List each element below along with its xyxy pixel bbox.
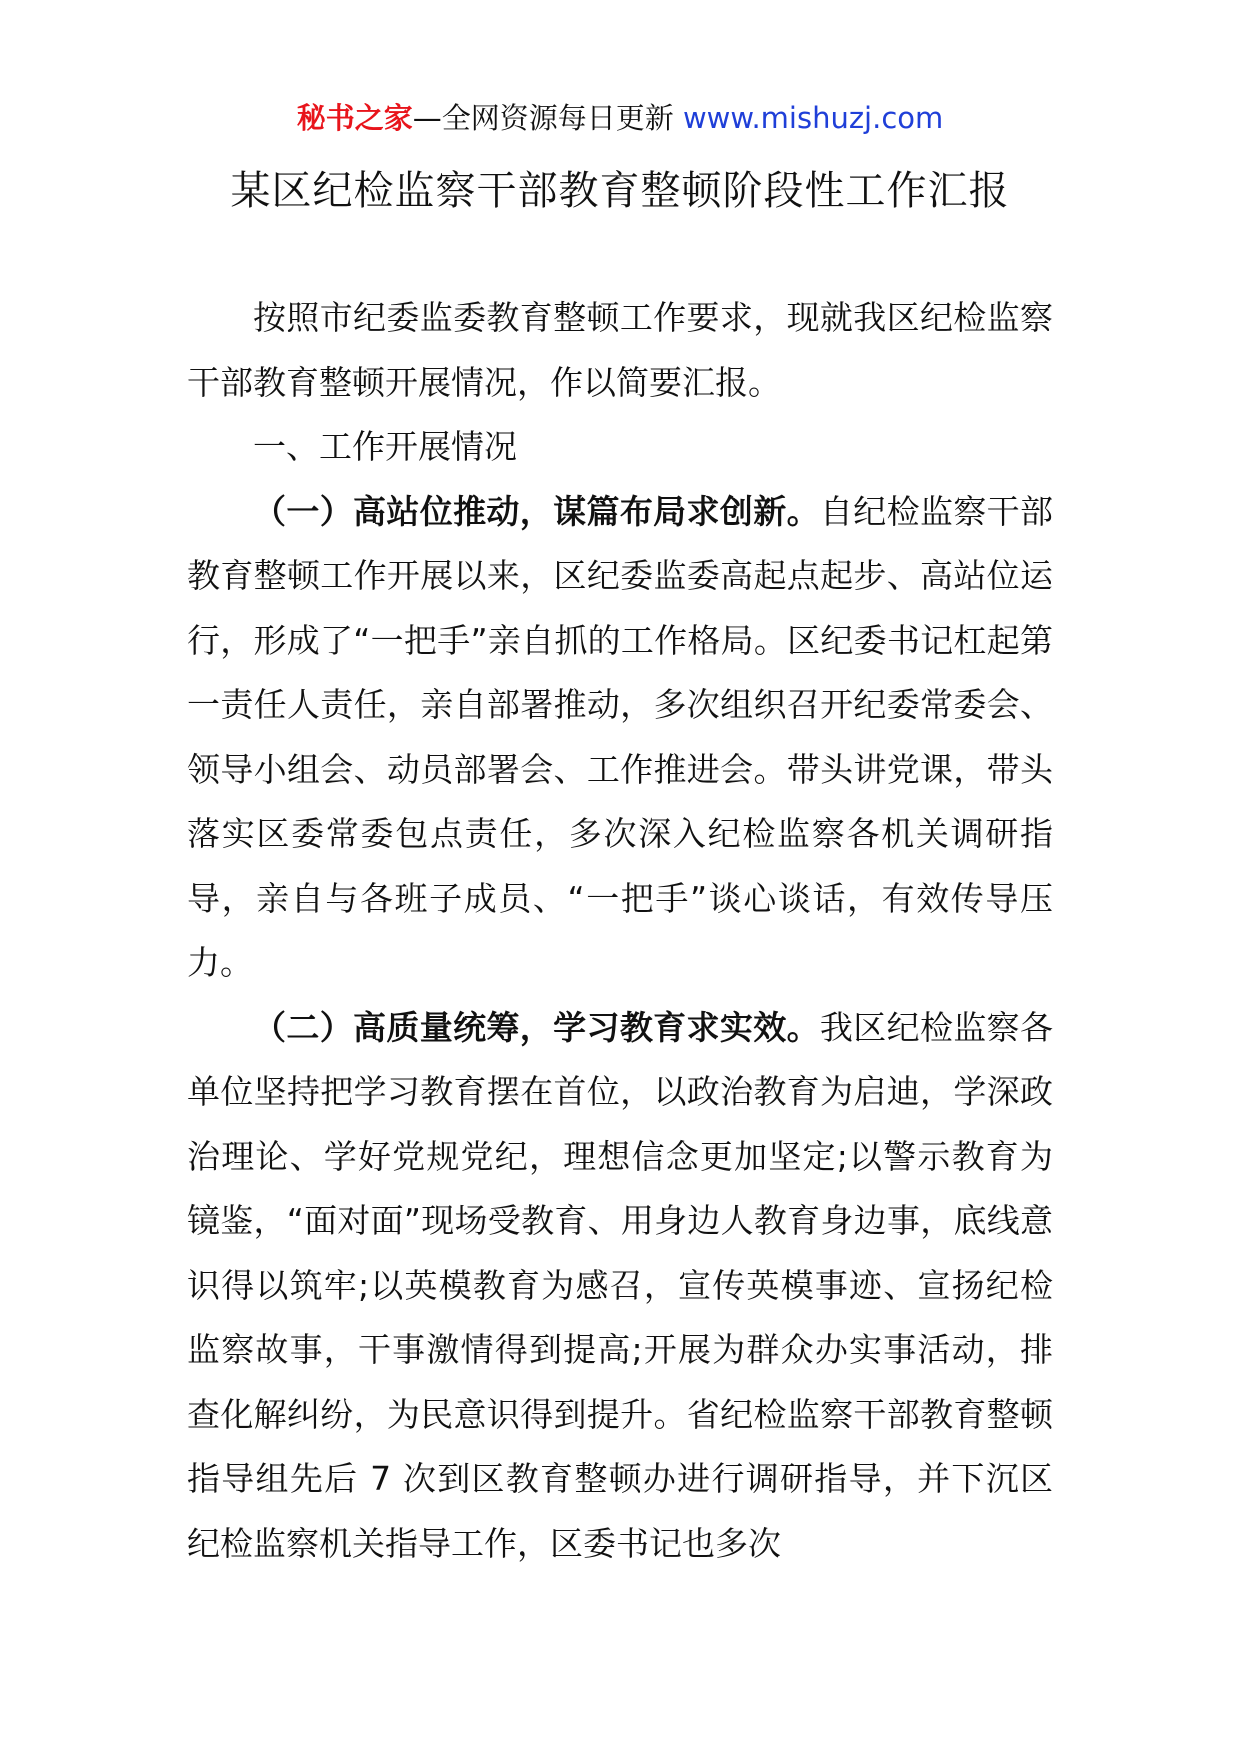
site-banner [0, 98, 1240, 138]
brand-name: 秘书之家 [296, 101, 413, 135]
paragraph-2-heading: （二）高质量统筹，学习教育求实效。 [253, 1007, 820, 1047]
document-body [187, 286, 1053, 1576]
paragraph-2-text: 我区纪检监察各单位坚持把学习教育摆在首位，以政治教育为启迪，学深政治理论、学好党规党纪，理想信念更加坚定;以警示教育为镜鉴，“面对面”现场受教育、用身边人教育身边事，底线意识得以筑牢;以英模教育为感召，宣传英模事迹、宣扬纪检监察故事，干事激情得到提高;开展为群众办实事活动，排查化解纠纷，为民意识得到提升。省纪检监察干部教育整顿指导组先后 7 次到区教育整顿办进行调研指导，并下沉区纪检监察机关指导工作，区委书记也多次 [187, 1007, 1054, 1563]
site-url-link[interactable]: www.mishuzj.com [682, 101, 944, 135]
section-heading: 一、工作开展情况 [253, 427, 517, 466]
banner-tagline: —全网资源每日更新 [412, 101, 683, 135]
paragraph-1 [187, 480, 1053, 996]
paragraph-1-heading: （一）高站位推动，谋篇布局求创新。 [253, 491, 820, 531]
paragraph-1-text: 自纪检监察干部教育整顿工作开展以来，区纪委监委高起点起步、高站位运行，形成了“一把手”亲自抓的工作格局。区纪委书记杠起第一责任人责任，亲自部署推动，多次组织召开纪委常委会、领导小组会、动员部署会、工作推进会。带头讲党课，带头落实区委常委包点责任，多次深入纪检监察各机关调研指导，亲自与各班子成员、“一把手”谈心谈话，有效传导压力。 [187, 491, 1054, 982]
intro-paragraph: 按照市纪委监委教育整顿工作要求，现就我区纪检监察干部教育整顿开展情况，作以简要汇报。 [187, 298, 1053, 402]
document-title: 某区纪检监察干部教育整顿阶段性工作汇报 [230, 168, 1010, 214]
paragraph-2 [187, 996, 1053, 1577]
